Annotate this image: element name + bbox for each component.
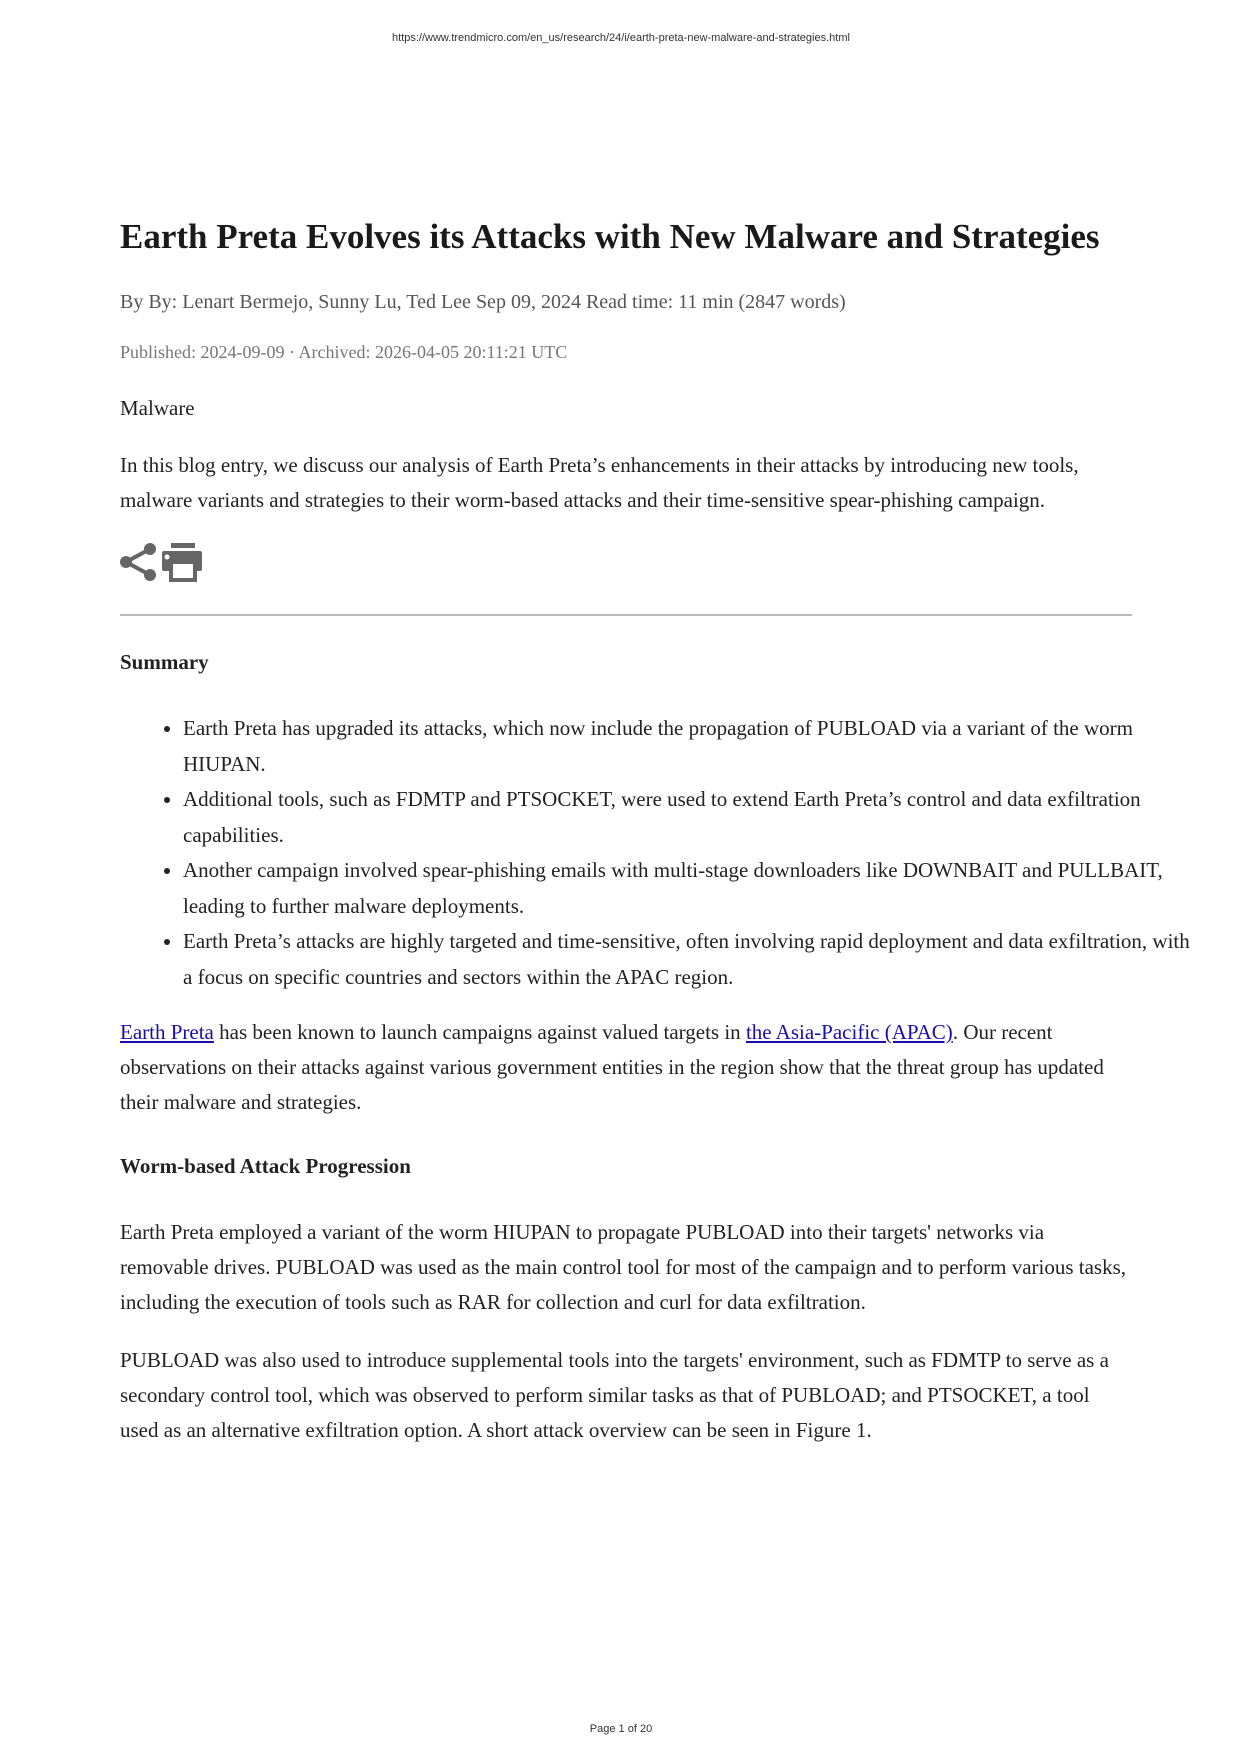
apac-link[interactable]: the Asia-Pacific (APAC) [745,1020,953,1044]
category-label: Malware [120,396,195,420]
body-paragraph: PUBLOAD was also used to introduce supplemental tools into the targets' environment, such as FDMTP to serve as a secondary control tool, which was observed to perform similar tasks as that of PUBLOAD; and PTSOCKET, a tool used as an alternative exfiltration option. A short attack overview can be seen in Figure 1. [120,1348,1109,1442]
print-button[interactable] [161,542,203,582]
list-item: • Another campaign involved spear-phishing emails with multi-stage downloaders like DOWNBAIT and PULLBAIT, leading to further malware deployments. [183,853,1195,924]
page-url: https://www.trendmicro.com/en_us/research/24/i/earth-preta-new-malware-and-strategies.html [392,32,850,44]
divider [120,614,1132,616]
section-heading: Worm-based Attack Progression [120,1154,411,1178]
summary-heading: Summary [120,650,209,674]
list-item: • Earth Preta’s attacks are highly targeted and time-sensitive, often involving rapid deployment and data exfiltration, with a focus on specific countries and sectors within the APAC region. [183,924,1195,995]
summary-list [120,711,1195,995]
page-number: Page 1 of 20 [589,1723,653,1735]
intro-paragraph: In this blog entry, we discuss our analysis of Earth Preta’s enhancements in their attacks by introducing new tools, malware variants and strategies to their worm-based attacks and their time-sensitive spear-phishing campaign. [120,453,1079,512]
share-link[interactable] [119,542,161,582]
print-icon [161,542,203,582]
article-title: Earth Preta Evolves its Attacks with New Malware and Strategies [120,217,1100,256]
published-info: Published: 2024-09-09 · Archived: 2026-04-05 20:11:21 UTC [120,342,568,362]
body-paragraph: Earth Preta employed a variant of the worm HIUPAN to propagate PUBLOAD into their targets' networks via removable drives. PUBLOAD was used as the main control tool for most of the campaign and to perform various tasks, including the execution of tools such as RAR for collection and curl for data exfiltration. [120,1220,1127,1314]
intro-body-paragraph: Earth Preta has been known to launch campaigns against valued targets in the Asia-Pacific (APAC). Our recent observations on their attacks against various government entities in the region show that the threat group has updated their malware and strategies. [120,1020,1104,1114]
byline: By By: Lenart Bermejo, Sunny Lu, Ted Lee Sep 09, 2024 Read time: 11 min (2847 words) [120,291,846,313]
earth-preta-link[interactable]: Earth Preta [120,1020,214,1044]
share-icon [119,542,159,582]
list-item: • Earth Preta has upgraded its attacks, which now include the propagation of PUBLOAD via a variant of the worm HIUPAN. [183,711,1195,782]
list-item: • Additional tools, such as FDMTP and PTSOCKET, were used to extend Earth Preta’s control and data exfiltration capabilities. [183,782,1195,853]
action-icons [119,542,203,582]
